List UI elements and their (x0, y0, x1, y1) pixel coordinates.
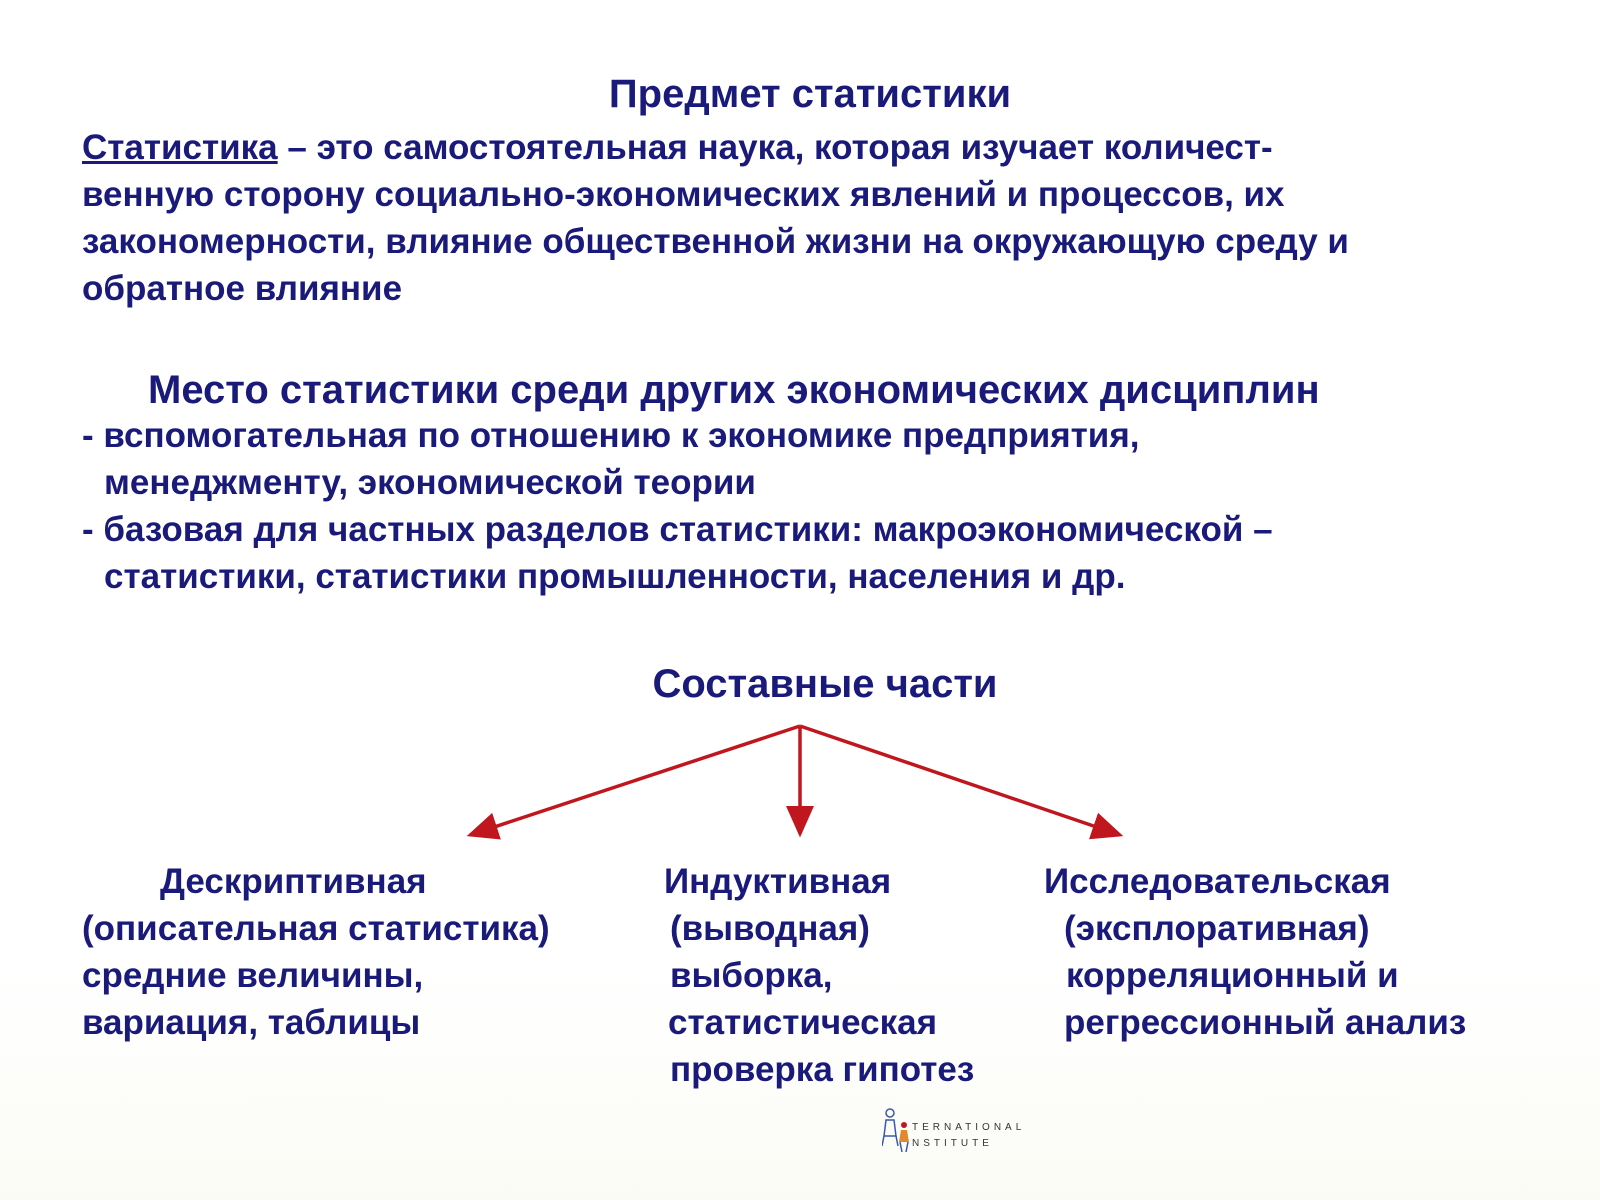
column-1-item-1: средние величины, (82, 956, 424, 995)
definition-line-1-rest: – это самостоятельная наука, которая изучает количест- (277, 128, 1273, 167)
definition-line-4: обратное влияние (82, 269, 403, 308)
column-3-item-2: регрессионный анализ (1064, 1003, 1467, 1042)
column-3-name: Исследовательская (1044, 862, 1391, 901)
page-title: Предмет статистики (608, 72, 1012, 116)
column-2-subtitle: (выводная) (670, 909, 870, 948)
components-title: Составные части (652, 662, 998, 706)
column-3-subtitle: (эксплоративная) (1064, 909, 1370, 948)
column-1-item-2: вариация, таблицы (82, 1003, 421, 1042)
bullet-2-line-1: - базовая для частных разделов статистики: макроэкономической – (82, 510, 1273, 549)
column-1-subtitle: (описательная статистика) (82, 909, 550, 948)
column-2-name: Индуктивная (664, 862, 892, 901)
logo-text-line-1: TERNATIONAL (912, 1122, 1026, 1133)
column-2-item-3: проверка гипотез (670, 1050, 975, 1089)
column-3-item-1: корреляционный и (1066, 956, 1399, 995)
bullet-1-line-2: менеджменту, экономической теории (104, 463, 756, 502)
arrow-right (800, 726, 1120, 835)
column-2-item-1: выборка, (670, 956, 833, 995)
definition-line-2: венную сторону социально-экономических явлений и процессов, их (82, 175, 1285, 214)
institute-logo (882, 1106, 1042, 1166)
definition-term: Статистика (82, 128, 278, 167)
definition-line-3: закономерности, влияние общественной жизни на окружающую среду и (82, 222, 1349, 261)
place-section-title: Место статистики среди других экономических дисциплин (148, 368, 1320, 412)
arrow-left (470, 726, 800, 835)
bullet-1-line-1: - вспомогательная по отношению к экономике предприятия, (82, 416, 1140, 455)
column-1-name: Дескриптивная (160, 862, 427, 901)
column-2-item-2: статистическая (668, 1003, 938, 1042)
logo-text-line-2: NSTITUTE (912, 1138, 993, 1149)
bullet-2-line-2: статистики, статистики промышленности, населения и др. (104, 557, 1126, 596)
people-figures-icon (882, 1106, 922, 1166)
